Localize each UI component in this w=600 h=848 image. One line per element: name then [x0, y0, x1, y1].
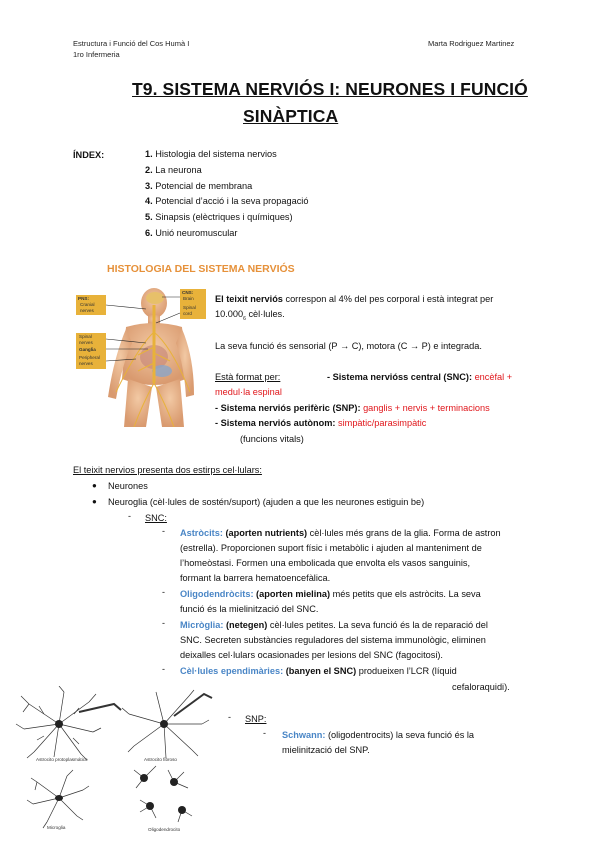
- dash-marker: -: [228, 712, 231, 722]
- micro-line2: SNC. Secreten substàncies reguladores del sistema immunològic, eliminen: [180, 635, 486, 645]
- label-spinal-nerves-1: Spinal: [79, 334, 92, 339]
- label-nerves: nerves: [80, 308, 94, 313]
- intro-snc: - Sistema nervióss central (SNC): encèfal +: [327, 372, 513, 382]
- astro-line3: l’homeòstasi. Formen una embolicada que envolta els vasos sanguinis,: [180, 558, 471, 568]
- page-title-line2: SINÀPTICA: [243, 106, 339, 126]
- astro-line4: formant la barrera hematoencefàlica.: [180, 573, 331, 583]
- label-peripheral-1: Peripheral: [79, 355, 100, 360]
- dash-marker: -: [162, 587, 165, 597]
- glia-illustration: [14, 686, 214, 838]
- header-group: 1ro Infermeria: [73, 50, 120, 59]
- index-item: 5. Sinapsis (elèctriques i químiques): [145, 212, 293, 222]
- page-title-line1: T9. SISTEMA NERVIÓS I: NEURONES I FUNCIÓ: [132, 79, 528, 99]
- index-item: 6. Unió neuromuscular: [145, 228, 238, 238]
- index-item: 2. La neurona: [145, 165, 202, 175]
- intro-snp: - Sistema nerviós perifèric (SNP): ganglis + nervis + terminacions: [215, 403, 490, 413]
- label-pns: PNS:: [78, 296, 89, 301]
- intro-p2: La seva funció és sensorial (P → C), motora (C → P) e integrada.: [215, 341, 482, 351]
- caption-oligodendrocito: Oligodendrocito: [148, 827, 181, 832]
- index-item: 1. Histologia del sistema nervios: [145, 149, 277, 159]
- intro-snc-2: medul·la espinal: [215, 387, 282, 397]
- label-spinal: Spinal: [183, 305, 196, 310]
- epend-line2: cefaloraquidi).: [452, 682, 510, 692]
- cells-neuroglia: Neuroglia (cèl·lules de sostén/suport) (ajuden a que les neurones estiguin be): [108, 497, 425, 507]
- glia-drawings: [14, 686, 214, 838]
- intro-format-label: Està format per:: [215, 372, 281, 382]
- label-spinal-nerves-2: nerves: [79, 340, 93, 345]
- caption-astrocito-protoplasmatico: Astrocito protoplasmático: [36, 757, 88, 762]
- caption-astrocito-fibroso: Astrocito fibroso: [144, 757, 177, 762]
- bullet-icon: ●: [92, 497, 97, 506]
- header-course: Estructura i Funció del Cos Humà I: [73, 39, 190, 48]
- cells-neurones: Neurones: [108, 481, 148, 491]
- snc-label: SNC:: [145, 513, 167, 523]
- intro-p1-line2: $10.000_6$ cèl·lules.: [215, 309, 285, 322]
- label-cns: CNS:: [182, 290, 194, 295]
- label-cord: cord: [183, 311, 192, 316]
- epend-line1: Cèl·lules ependimàries: (banyen el SNC) produeixen l’LCR (líquid: [180, 666, 457, 676]
- intro-sna: - Sistema nerviós autònom: simpàtic/parasimpàtic: [215, 418, 427, 428]
- oligo-line1: Oligodendròcits: (aporten mielina) més petits que els astròcits. La seva: [180, 589, 481, 599]
- snp-label: SNP:: [245, 714, 267, 724]
- dash-marker: -: [263, 728, 266, 738]
- section-heading: HISTOLOGIA DEL SISTEMA NERVIÓS: [107, 263, 295, 275]
- intro-sna-note: (funcions vitals): [240, 434, 304, 444]
- dash-marker: -: [162, 618, 165, 628]
- astro-line2: (estrella). Proporcionen suport físic i metabòlic i ajuden al manteniment de: [180, 543, 482, 553]
- dash-marker: -: [162, 526, 165, 536]
- header-author: Marta Rodriguez Martinez: [428, 39, 515, 48]
- label-brain: Brain: [183, 296, 194, 301]
- index-item: 4. Potencial d’acció i la seva propagació: [145, 196, 309, 206]
- nervous-system-figure: [76, 287, 206, 427]
- label-cranial: Cranial: [80, 302, 95, 307]
- oligo-line2: funció és la mielinització del SNC.: [180, 604, 319, 614]
- dash-marker: -: [162, 664, 165, 674]
- dash-marker: -: [128, 511, 131, 521]
- label-peripheral-2: nerves: [79, 361, 93, 366]
- micro-line1: Micròglia: (netegen) cèl·lules petites. La seva funció és la de reparació del: [180, 620, 488, 630]
- astro-line1: Astròcits: (aporten nutrients) cèl·lules més grans de la glia. Forma de astron: [180, 528, 501, 538]
- label-ganglia: Ganglia: [79, 347, 96, 352]
- micro-line3: deixalles cel·lulars ocasionades per lesions del SNC (fagocitosi).: [180, 650, 443, 660]
- schwann-line1: Schwann: (oligodentrocits) la seva funció és la: [282, 730, 474, 740]
- index-item: 3. Potencial de membrana: [145, 181, 253, 191]
- intro-p1-line1: El teixit nerviós correspon al 4% del pes corporal i està integrat per: [215, 294, 494, 304]
- index-label: ÍNDEX:: [73, 150, 105, 160]
- cells-heading: El teixit nervios presenta dos estirps cel·lulars:: [73, 465, 262, 475]
- bullet-icon: ●: [92, 481, 97, 490]
- schwann-line2: mielinització del SNP.: [282, 745, 370, 755]
- caption-microglia: Microglia: [47, 825, 66, 830]
